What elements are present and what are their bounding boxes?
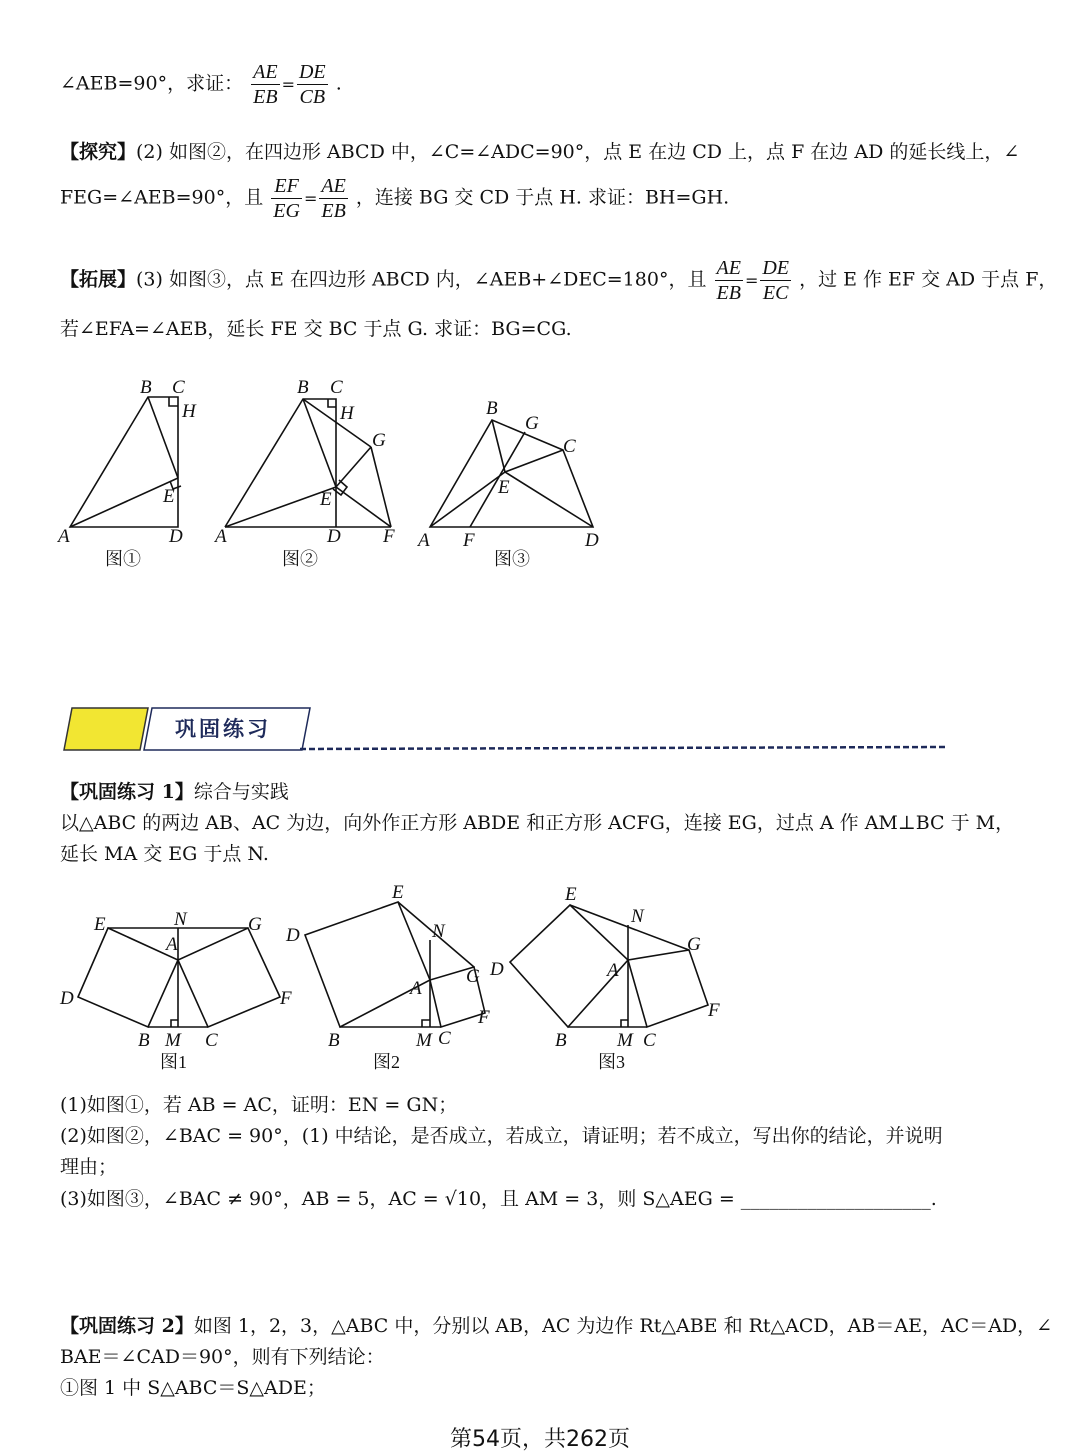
ex1-figures bbox=[0, 880, 740, 1080]
ex1-question1: (1)如图①，若 AB = AC，证明：EN = GN； bbox=[60, 1094, 458, 1116]
svg-text:B: B bbox=[297, 377, 309, 398]
condition-text: ∠AEB=90°，求证： bbox=[60, 72, 244, 95]
svg-text:A: A bbox=[418, 530, 430, 551]
svg-text:C: C bbox=[330, 377, 343, 398]
svg-text:B: B bbox=[328, 1030, 340, 1051]
tuozhan-line2: 若∠EFA=∠AEB，延长 FE 交 BC 于点 G. 求证：BG=CG. bbox=[60, 318, 572, 340]
ex1-title: 【巩固练习 1】综合与实践 bbox=[60, 781, 289, 803]
svg-text:H: H bbox=[340, 403, 354, 424]
svg-text:D: D bbox=[327, 526, 341, 547]
svg-text:N: N bbox=[432, 921, 445, 942]
svg-text:F: F bbox=[708, 1000, 720, 1021]
ex1-tag: 【巩固练习 1】 bbox=[60, 781, 194, 803]
svg-text:G: G bbox=[687, 934, 701, 955]
svg-text:E: E bbox=[320, 489, 332, 510]
fraction-de-ec: $\frac{DE}{EC}$ bbox=[762, 257, 790, 304]
ex1-question2-cont: 理由； bbox=[60, 1156, 118, 1178]
svg-text:B: B bbox=[555, 1030, 567, 1051]
ex2-line2: BAE＝∠CAD＝90°，则有下列结论： bbox=[60, 1346, 385, 1368]
label-a: A bbox=[58, 526, 70, 547]
ex1-fig3-caption: 图3 bbox=[598, 1052, 625, 1072]
ex1-line1: 以△ABC 的两边 AB、AC 为边，向外作正方形 ABDE 和正方形 ACFG，连接 EG，过点 A 作 AM⊥BC 于 M， bbox=[60, 812, 1015, 834]
svg-text:D: D bbox=[286, 925, 300, 946]
label-h: H bbox=[182, 401, 196, 422]
svg-text:E: E bbox=[94, 914, 106, 935]
tanjiu-tag: 【探究】 bbox=[60, 141, 137, 163]
svg-text:A: A bbox=[607, 960, 619, 981]
fraction-ae-eb: $\frac{AE}{EB}$ bbox=[253, 61, 278, 108]
svg-text:F: F bbox=[280, 988, 292, 1009]
label-b: B bbox=[140, 377, 152, 398]
label-d: D bbox=[169, 526, 183, 547]
svg-text:B: B bbox=[486, 398, 498, 419]
svg-text:C: C bbox=[563, 436, 576, 457]
ex1-line2: 延长 MA 交 EG 于点 N. bbox=[60, 843, 269, 865]
label-e: E bbox=[163, 486, 175, 507]
ex2-tag: 【巩固练习 2】 bbox=[60, 1315, 194, 1337]
svg-text:B: B bbox=[138, 1030, 150, 1051]
fraction-ae-eb-2: $\frac{AE}{EB}$ bbox=[321, 175, 346, 222]
svg-text:E: E bbox=[565, 884, 577, 905]
svg-text:A: A bbox=[410, 978, 422, 999]
page-number: 第54页，共262页 bbox=[450, 1427, 630, 1452]
fraction-de-cb: $\frac{DE}{CB}$ bbox=[298, 61, 326, 108]
ex1-fig2-caption: 图2 bbox=[373, 1052, 400, 1072]
label-m: M bbox=[165, 1030, 181, 1051]
label-f: F bbox=[383, 526, 395, 547]
svg-text:G: G bbox=[466, 966, 480, 987]
svg-text:F: F bbox=[478, 1007, 490, 1028]
ex1-question2: (2)如图②，∠BAC = 90°，(1) 中结论，是否成立，若成立，请证明；若不成立，写出你的结论，并说明 bbox=[60, 1125, 943, 1147]
svg-text:A: A bbox=[215, 526, 227, 547]
fraction-ae-eb-3: $\frac{AE}{EB}$ bbox=[716, 257, 741, 304]
svg-text:D: D bbox=[60, 988, 74, 1009]
ex1-fig1-caption: 图1 bbox=[160, 1052, 187, 1072]
svg-text:G: G bbox=[248, 914, 262, 935]
svg-text:M: M bbox=[617, 1030, 633, 1051]
ex2-line1: 【巩固练习 2】如图 1，2，3，△ABC 中，分别以 AB，AC 为边作 Rt△ABE 和 Rt△ACD，AB＝AE，AC＝AD，∠ bbox=[60, 1315, 1053, 1337]
svg-text:N: N bbox=[631, 906, 644, 927]
fig3-caption: 图③ bbox=[494, 549, 530, 569]
svg-text:E: E bbox=[498, 477, 510, 498]
section-title: 巩固练习 bbox=[175, 717, 271, 741]
label-n: N bbox=[174, 909, 187, 930]
ex1-question3: (3)如图③，∠BAC ≠ 90°，AB = 5，AC = √10，且 AM = 3，则 S△AEG = ____________________. bbox=[60, 1188, 937, 1210]
problem1-line1: ∠AEB=90°，求证： $\frac{AE}{EB}$ = $\frac{DE}{CB}$ . bbox=[60, 61, 342, 108]
ex2-line3: ①图 1 中 S△ABC＝S△ADE； bbox=[60, 1377, 326, 1399]
svg-text:E: E bbox=[392, 882, 404, 903]
svg-text:G: G bbox=[525, 413, 539, 434]
tuozhan-tag: 【拓展】 bbox=[60, 268, 137, 291]
label-g: G bbox=[372, 430, 386, 451]
svg-text:F: F bbox=[463, 530, 475, 551]
svg-text:A: A bbox=[166, 934, 178, 955]
label-c: C bbox=[172, 377, 185, 398]
svg-text:C: C bbox=[643, 1030, 656, 1051]
tuozhan-line: 【拓展】(3) 如图③，点 E 在四边形 ABCD 内，∠AEB+∠DEC=180°，且 $\frac{AE}{EB}$ = $\frac{DE}{EC}$ ，过 E 作 EF 交 AD 于点 F， bbox=[60, 257, 1058, 304]
svg-text:C: C bbox=[205, 1030, 218, 1051]
svg-text:C: C bbox=[438, 1028, 451, 1049]
svg-text:M: M bbox=[416, 1030, 432, 1051]
fig1-caption: 图① bbox=[105, 549, 141, 569]
fig2-caption: 图② bbox=[282, 549, 318, 569]
fraction-ef-eg: $\frac{EF}{EG}$ bbox=[273, 175, 300, 222]
tanjiu-line: 【探究】(2) 如图②，在四边形 ABCD 中，∠C=∠ADC=90°，点 E 在边 CD 上，点 F 在边 AD 的延长线上，∠ bbox=[60, 141, 1020, 163]
top-figures bbox=[0, 370, 640, 580]
svg-text:D: D bbox=[490, 959, 504, 980]
tanjiu-line2: FEG=∠AEB=90°，且 $\frac{EF}{EG}$ = $\frac{AE}{EB}$ ，连接 BG 交 CD 于点 H. 求证：BH=GH. bbox=[60, 175, 730, 222]
svg-text:D: D bbox=[585, 530, 599, 551]
